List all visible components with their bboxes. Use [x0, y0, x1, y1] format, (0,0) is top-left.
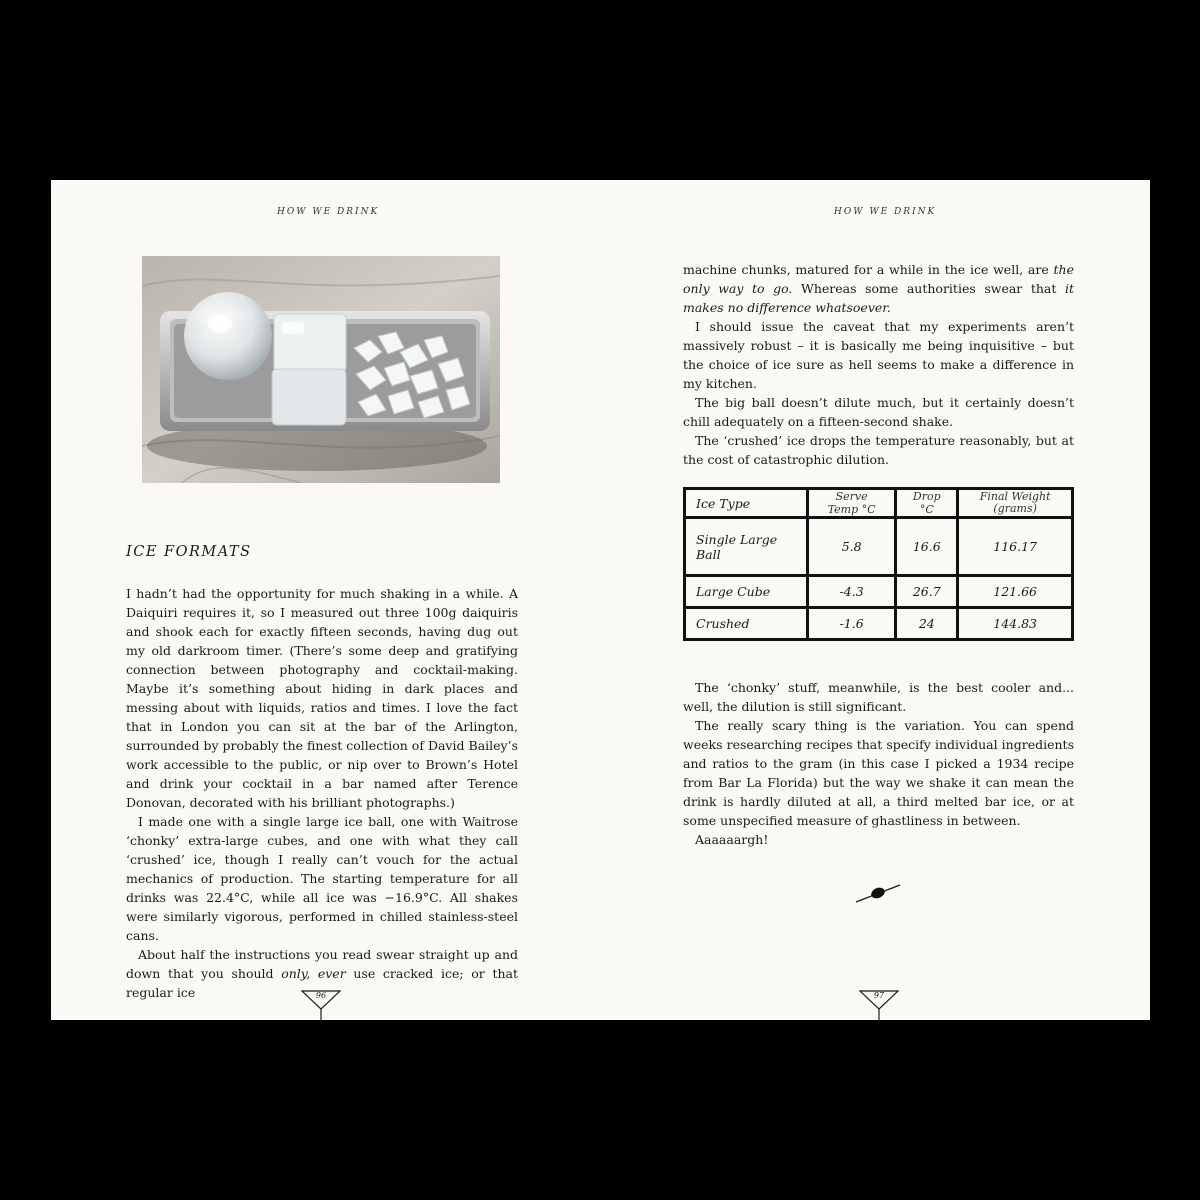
left-running-head: HOW WE DRINK	[277, 207, 380, 217]
table-cell: 116.17	[958, 518, 1073, 576]
table-header-row	[685, 489, 1073, 518]
page-number: 96	[315, 991, 327, 1000]
right-body-text-top	[683, 260, 1074, 469]
emphasis: it makes no difference whatsoever.	[683, 281, 1074, 315]
table-cell: Large Cube	[685, 576, 808, 608]
table-header: Ice Type	[685, 489, 808, 518]
page-number: 97	[873, 991, 885, 1000]
emphasis: only, ever	[281, 966, 346, 981]
table-row	[685, 518, 1073, 576]
paragraph: I hadn’t had the opportunity for much shaking in a while. A Daiquiri requires it, so I measured out three 100g daiquiris and shook each for exactly fifteen seconds, having dug out my old darkroom timer. (There’s some deep and gratifying connection between photography and cocktail-making. Maybe it’s something about hiding in dark places and messing about with liquids, ratios and times. I love the fact that in London you can sit at the bar of the Arlington, surrounded by probably the finest collection of David Bailey’s work accessible to the public, or nip over to Brown’s Hotel and drink your cocktail in a bar named after Terence Donovan, decorated with his brilliant photographs.)	[126, 586, 518, 810]
table-cell: 26.7	[896, 576, 958, 608]
left-body-text	[126, 584, 518, 1002]
table-header: Drop °C	[896, 489, 958, 518]
table-cell: Single Large Ball	[685, 518, 808, 576]
paragraph: Aaaaaargh!	[695, 832, 769, 847]
table-cell: Crushed	[685, 608, 808, 640]
olive-pick-icon	[855, 880, 901, 910]
right-folio	[859, 990, 899, 1020]
paragraph: The really scary thing is the variation. You can spend weeks researching recipes that specify individual ingredients and ratios to the gram (in this case I picked a 1934 recipe from Bar La Florida) but the way we shake it can mean the drink is hardly diluted at all, a third melted bar ice, or at some unspecified measure of ghastliness in between.	[683, 718, 1074, 828]
paragraph: I made one with a single large ice ball, one with Waitrose ‘chonky’ extra-large cubes, and one with what they call ‘crushed’ ice, though I really can’t vouch for the actual mechanics of production. The starting temperature for all drinks was 22.4°C, while all ice was −16.9°C. All shakes were similarly vigorous, performed in chilled stainless-steel cans.	[126, 814, 518, 943]
emphasis: the only way to go.	[683, 262, 1074, 296]
table-header: Final Weight (grams)	[958, 489, 1073, 518]
table-row	[685, 608, 1073, 640]
paragraph: The big ball doesn’t dilute much, but it certainly doesn’t chill adequately on a fifteen-second shake.	[683, 395, 1074, 429]
paragraph: The ‘crushed’ ice drops the temperature reasonably, but at the cost of catastrophic dilution.	[683, 433, 1074, 467]
right-running-head: HOW WE DRINK	[834, 207, 937, 217]
left-folio	[301, 990, 341, 1020]
ice-data-table	[683, 487, 1074, 641]
table-cell: 121.66	[958, 576, 1073, 608]
table-cell: 24	[896, 608, 958, 640]
paragraph: About half the instructions you read swear straight up and down that you should only, ever use cracked ice; or that regular ice	[126, 947, 518, 1000]
table-cell: 5.8	[808, 518, 896, 576]
paragraph: I should issue the caveat that my experiments aren’t massively robust – it is basically me being inquisitive – but the choice of ice sure as hell seems to make a difference in my kitchen.	[683, 319, 1074, 391]
table-cell: -4.3	[808, 576, 896, 608]
section-heading: ICE FORMATS	[126, 544, 252, 560]
table-header: Serve Temp °C	[808, 489, 896, 518]
paragraph: The ‘chonky’ stuff, meanwhile, is the best cooler and... well, the dilution is still significant.	[683, 680, 1074, 714]
right-body-text-bottom	[683, 678, 1074, 849]
table-row	[685, 576, 1073, 608]
table-cell: 16.6	[896, 518, 958, 576]
ice-tray-photo	[142, 256, 500, 483]
paragraph: machine chunks, matured for a while in the ice well, are the only way to go. Whereas some authorities swear that it makes no difference whatsoever.	[683, 262, 1074, 315]
table-cell: 144.83	[958, 608, 1073, 640]
table-cell: -1.6	[808, 608, 896, 640]
